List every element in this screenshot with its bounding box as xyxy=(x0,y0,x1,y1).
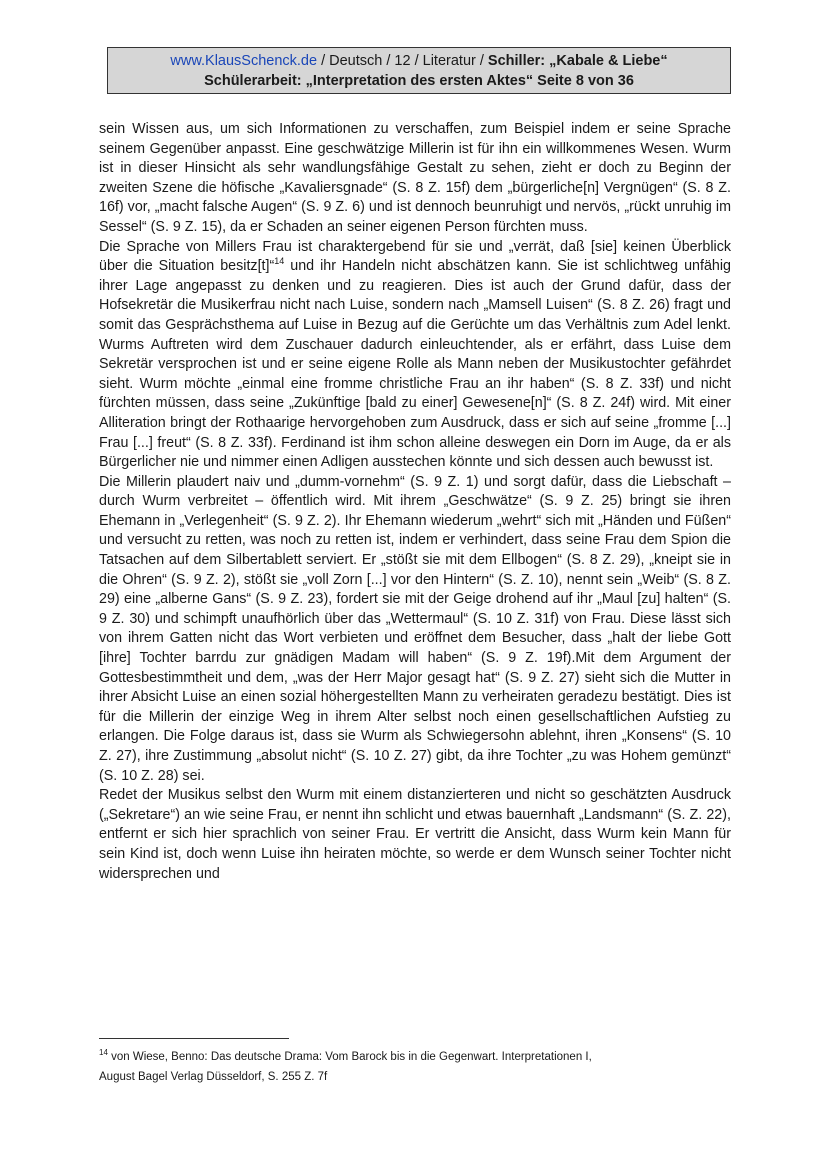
footnote-text-1: von Wiese, Benno: Das deutsche Drama: Vom Barock bis in die Gegenwart. Interpretationen I, xyxy=(107,1051,592,1063)
site-link[interactable]: www.KlausSchenck.de xyxy=(170,53,318,69)
paragraph-4: Redet der Musikus selbst den Wurm mit einem distanzierteren und nicht so geschätzten Ausdruck („Sekretare“) an wie seine Frau, er nennt ihn schlicht und etwas bauernhaft „Landsmann“ (S. Z. 22), entfernt er sich hier sprachlich von seiner Frau. Er vertritt die Ansicht, dass Wurm kein Mann für sein Kind ist, doch wenn Luise ihn heiraten möchte, so werde er dem Wunsch seiner Tochter nicht widersprechen und xyxy=(99,787,731,882)
paragraph-2-start: Die Sprache von Millers Frau ist charaktergebend für sie und „verrät, daß [sie] keinen Überblick über die Situation besitz[t]“ xyxy=(99,238,731,275)
body-text xyxy=(99,120,731,884)
footnote-divider xyxy=(99,1038,289,1039)
paragraph-3: Die Millerin plaudert naiv und „dumm-vornehm“ (S. 9 Z. 1) und sorgt dafür, dass die Liebschaft – durch Wurm verbreitet – öffentlich wird. Mit ihrem „Geschwätze“ (S. 9 Z. 25) bringt sie ihren Ehemann in „Verlegenheit“ (S. 9 Z. 2). Ihr Ehemann wiederum „wehrt“ sich mit „Händen und Füßen“ und versucht zu retten, was noch zu retten ist, indem er verhindert, dass seine Frau dem Spion die Tatsachen auf dem Silbertablett serviert. Er „stößt sie mit dem Ellbogen“ (S. 8 Z. 29), „kneipt sie in die Ohren“ (S. 9 Z. 2), stößt sie „voll Zorn [...] vor den Hintern“ (S. Z. 10), nennt sein „Weib“ (S. 8 Z. 29) eine „alberne Gans“ (S. 9 Z. 23), fordert sie mit der Geige drohend auf ihr „Maul [zu] halten“ (S. 9 Z. 30) und schimpft unaufhörlich über das „Wettermaul“ (S. 10 Z. 31f) von Frau. Diese lässt sich von ihrem Gatten nicht das Wort verbieten und eröffnet dem Besucher, dass „halt der liebe Gott [ihre] Tochter barrdu zur gnädigen Madam will haben“ (S. 9 Z. 19f).Mit dem Argument der Gottesbestimmtheit und dem, „was der Herr Major gesagt hat“ (S. 9 Z. 27) sieht sich die Mutter in ihrer Absicht Luise an einen sozial höhergestellten Mann zu verheiraten geradezu bestätigt. Dies ist für die Millerin der einzige Weg in ihrem Alter selbst noch einen gesellschaftlichen Aufstieg zu erlangen. Die Folge daraus ist, dass sie Wurm als Schwiegersohn ablehnt, ihren „Konsens“ (S. 10 Z. 27), ihre Zustimmung „absolut nicht“ (S. 10 Z. 27) gibt, da ihre Tochter „zu was Hohem gemünzt“ (S. 10 Z. 28) sei. xyxy=(99,473,731,784)
header-line-2 xyxy=(108,71,730,91)
footnote xyxy=(99,1047,731,1087)
footnote-number: 14 xyxy=(99,1048,108,1058)
document-title: Schülerarbeit: „Interpretation des ersten Aktes“ Seite 8 von 36 xyxy=(204,73,634,89)
work-title: Schiller: „Kabale & Liebe“ xyxy=(487,53,668,69)
page-header xyxy=(107,47,731,94)
paragraph-2-end: und ihr Handeln nicht abschätzen kann. Sie ist schlichtweg unfähig ihrer Lage angepasst zu denken und zu reagieren. Dies ist auch der Grund dafür, dass der Hofsekretär die Musikerfrau nicht nach Luise, sondern nach „Mamsell Luisen“ (S. 8 Z. 26) fragt und somit das Gesprächsthema auf Luise in Bezug auf die Gerüchte um das Verhältnis zum Adel lenkt. Wurms Auftreten wird dem Zuschauer dadurch einleuchtender, als er erfährt, dass Luise dem Sekretär versprochen ist und er seine eigene Rolle als Mann neben der Musikustochter gefährdet sieht. Wurm möchte „einmal eine fromme christliche Frau an ihr haben“ (S. 8 Z. 33f) und nicht fürchten müssen, dass seine „Zukünftige [bald zu einer] Gewesene[n]“ (S. 8 Z. 24f) wird. Mit einer Alliteration bringt der Rothaarige hervorgehoben zum Ausdruck, dass er sich auf seine „fromme [...] Frau [...] freut“ (S. 8 Z. 33f). Ferdinand ist ihm schon alleine deswegen ein Dorn im Auge, da er als Bürgerlicher nie und nimmer einen Adligen ausstechen könnte und sich dessen auch bewusst ist. xyxy=(99,258,731,471)
footnote-line-1 xyxy=(99,1047,731,1067)
paragraph-1: sein Wissen aus, um sich Informationen zu verschaffen, zum Beispiel indem er seine Sprache seinem Gegenüber anpasst. Eine geschwätzige Millerin ist für ihn ein willkommenes Wesen. Wurm ist in dieser Hinsicht als sehr wandlungsfähige Gestalt zu sehen, zieht er doch zu Beginn der zweiten Szene die höfische „Kavaliersgnade“ (S. 8 Z. 15f) dem „bürgerliche[n] Vergnügen“ (S. 8 Z. 16f) vor, „macht falsche Augen“ (S. 9 Z. 6) und ist dennoch beunruhigt und nervös, „rückt unruhig im Sessel“ (S. 9 Z. 15), da er Schaden an seiner eigenen Person fürchten muss. xyxy=(99,121,731,235)
paragraph-2 xyxy=(99,238,731,473)
header-line-1 xyxy=(108,51,730,71)
header-path: / Deutsch / 12 / Literatur / xyxy=(317,53,488,69)
footnote-line-2: August Bagel Verlag Düsseldorf, S. 255 Z. 7f xyxy=(99,1071,328,1083)
footnote-reference[interactable]: 14 xyxy=(274,256,285,267)
